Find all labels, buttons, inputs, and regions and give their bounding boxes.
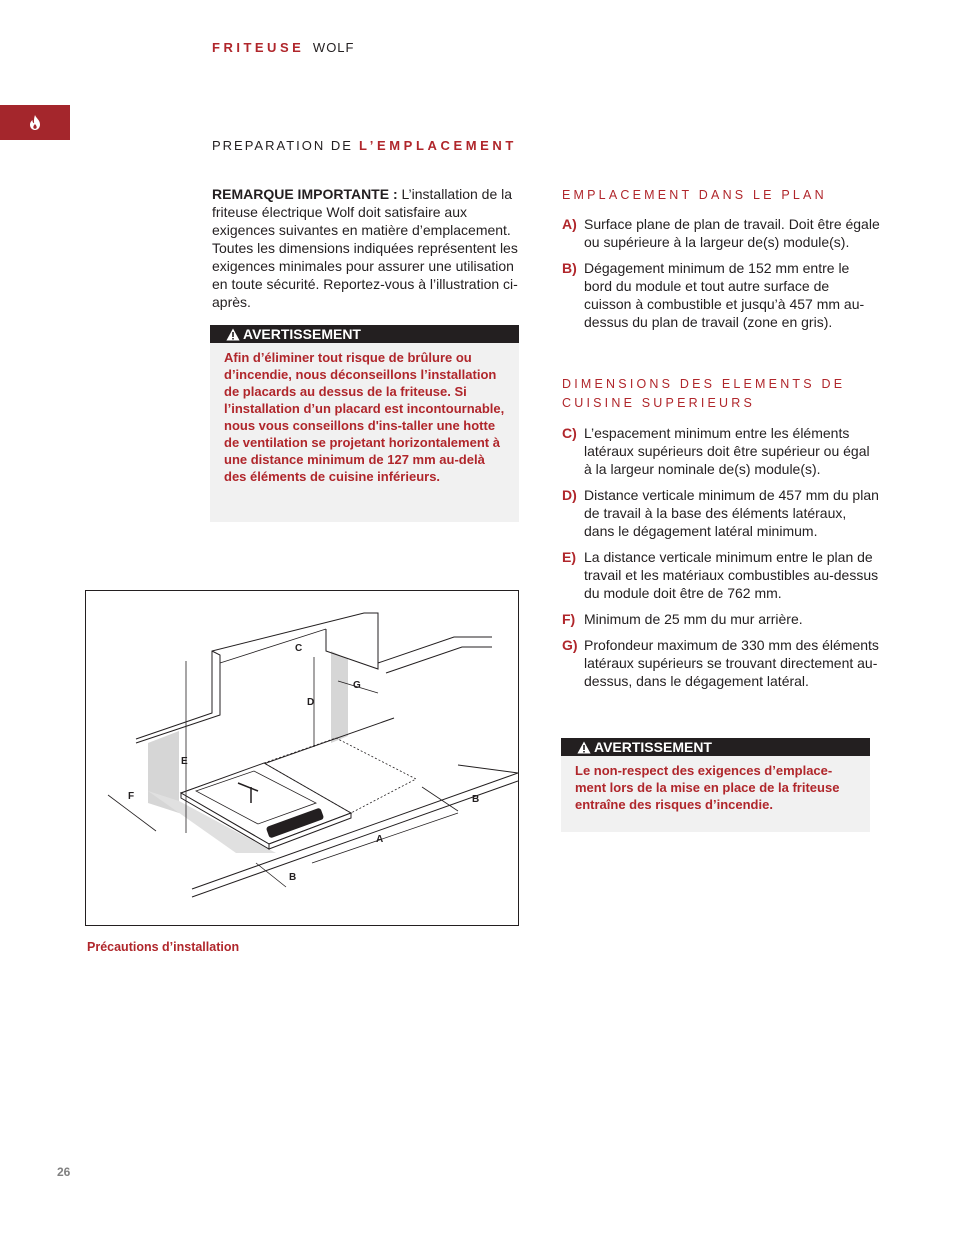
upper-item-c [562, 424, 880, 478]
header-brand: FRITEUSE [212, 40, 305, 55]
label-c: C [295, 643, 303, 654]
item-label: G) [562, 637, 578, 653]
warning-title-1: AVERTISSEMENT [243, 326, 361, 342]
upper-item-e [562, 548, 880, 602]
label-b-right: B [472, 794, 480, 805]
label-e: E [181, 756, 188, 767]
label-g: G [353, 680, 361, 691]
item-text: Profondeur maximum de 330 mm des éléments latéraux supérieurs se trouvant directement au-dessus, dans le dégagement latéral. [584, 637, 879, 689]
section-title [212, 138, 517, 153]
item-label: A) [562, 216, 577, 232]
upper-cabinet-left-front [136, 651, 220, 743]
upper-section [562, 375, 880, 690]
label-b-front: B [289, 872, 297, 883]
plan-heading: EMPLACEMENT DANS LE PLAN [562, 188, 827, 202]
page-header [212, 40, 354, 55]
section-title-prefix: PREPARATION DE [212, 138, 353, 153]
item-text: Minimum de 25 mm du mur arrière. [584, 611, 803, 627]
plan-item-a [562, 215, 880, 251]
warning-box-2 [561, 738, 870, 832]
item-label: D) [562, 487, 577, 503]
figure-caption: Précautions d’installation [87, 940, 240, 954]
side-tab [0, 105, 70, 140]
label-d: D [307, 697, 315, 708]
plan-section [562, 186, 880, 331]
warning-header-1 [210, 325, 519, 343]
intro-bold: REMARQUE IMPORTANTE : [212, 186, 398, 202]
item-label: C) [562, 425, 577, 441]
warning-triangle-icon [226, 328, 240, 341]
installation-diagram [85, 590, 519, 926]
item-label: E) [562, 549, 576, 565]
dimension-line-b-right [422, 787, 458, 811]
intro-text: L’installation de la friteuse électrique Wolf doit satisfaire aux exigences suivantes en matière d’emplacement. Toutes les dimensions indiquées représentent les exigences minimales pour assurer une utilisation en toute sécurité. Reportez-vous à l’illustration ci-après. [212, 186, 518, 310]
item-text: Dégagement minimum de 152 mm entre le bord du module et tout autre surface de cuisson à combustible et jusqu’à 457 mm au-dessus du plan de travail (zone en gris). [584, 260, 865, 330]
plan-item-b [562, 259, 880, 331]
item-text: L’espacement minimum entre les éléments latéraux supérieurs doit être supérieur ou égal à la largeur nominale de(s) module(s). [584, 425, 870, 477]
item-label: F) [562, 611, 576, 627]
item-text: Distance verticale minimum de 457 mm du plan de travail à la base des éléments latéraux, dans le dégagement latéral minimum. [584, 487, 879, 539]
item-text: Surface plane de plan de travail. Doit être égale ou supérieure à la largeur de(s) module(s). [584, 216, 880, 250]
item-label: B) [562, 260, 577, 276]
upper-item-f [562, 610, 880, 628]
warning-triangle-icon [577, 741, 591, 754]
intro-paragraph [212, 185, 532, 311]
warning-box-1 [210, 325, 519, 522]
page-number: 26 [57, 1165, 71, 1179]
dimension-line-b-front [256, 863, 286, 887]
section-title-accent: L’EMPLACEMENT [358, 138, 517, 153]
warning-header-2 [561, 738, 870, 756]
installation-drawing [86, 591, 518, 925]
upper-cabinet-right-bottom [386, 647, 492, 673]
warning-text-1: Afin d’éliminer tout risque de brûlure ou d’incendie, nous déconseillons l’installation de placards au dessus de la friteuse. Si l’installation d’un placard est incontournable, nous vous conseillons d'ins-taller une hotte de ventilation se projetant horizontalement à une distance minimum de 127 mm au-delà des éléments de cuisine inférieurs. [224, 350, 505, 484]
upper-heading: DIMENSIONS DES ELEMENTS DE CUISINE SUPERIEURS [562, 377, 846, 410]
clearance-zone-right [331, 651, 348, 743]
upper-item-g [562, 636, 880, 690]
upper-cabinet-right [378, 637, 492, 669]
warning-title-2: AVERTISSEMENT [594, 739, 712, 755]
warning-text-2: Le non-respect des exigences d’emplace-ment lors de la mise en place de la friteuse entraîne des risques d’incendie. [575, 763, 840, 812]
dimension-line-c [220, 629, 326, 663]
header-product: WOLF [312, 40, 355, 55]
label-a: A [376, 834, 384, 845]
label-f: F [128, 791, 135, 802]
upper-item-d [562, 486, 880, 540]
item-text: La distance verticale minimum entre le plan de travail et les matériaux combustibles au-dessus du module doit être de 762 mm. [584, 549, 879, 601]
flame-icon [29, 115, 41, 130]
countertop-right-edge [458, 765, 518, 773]
